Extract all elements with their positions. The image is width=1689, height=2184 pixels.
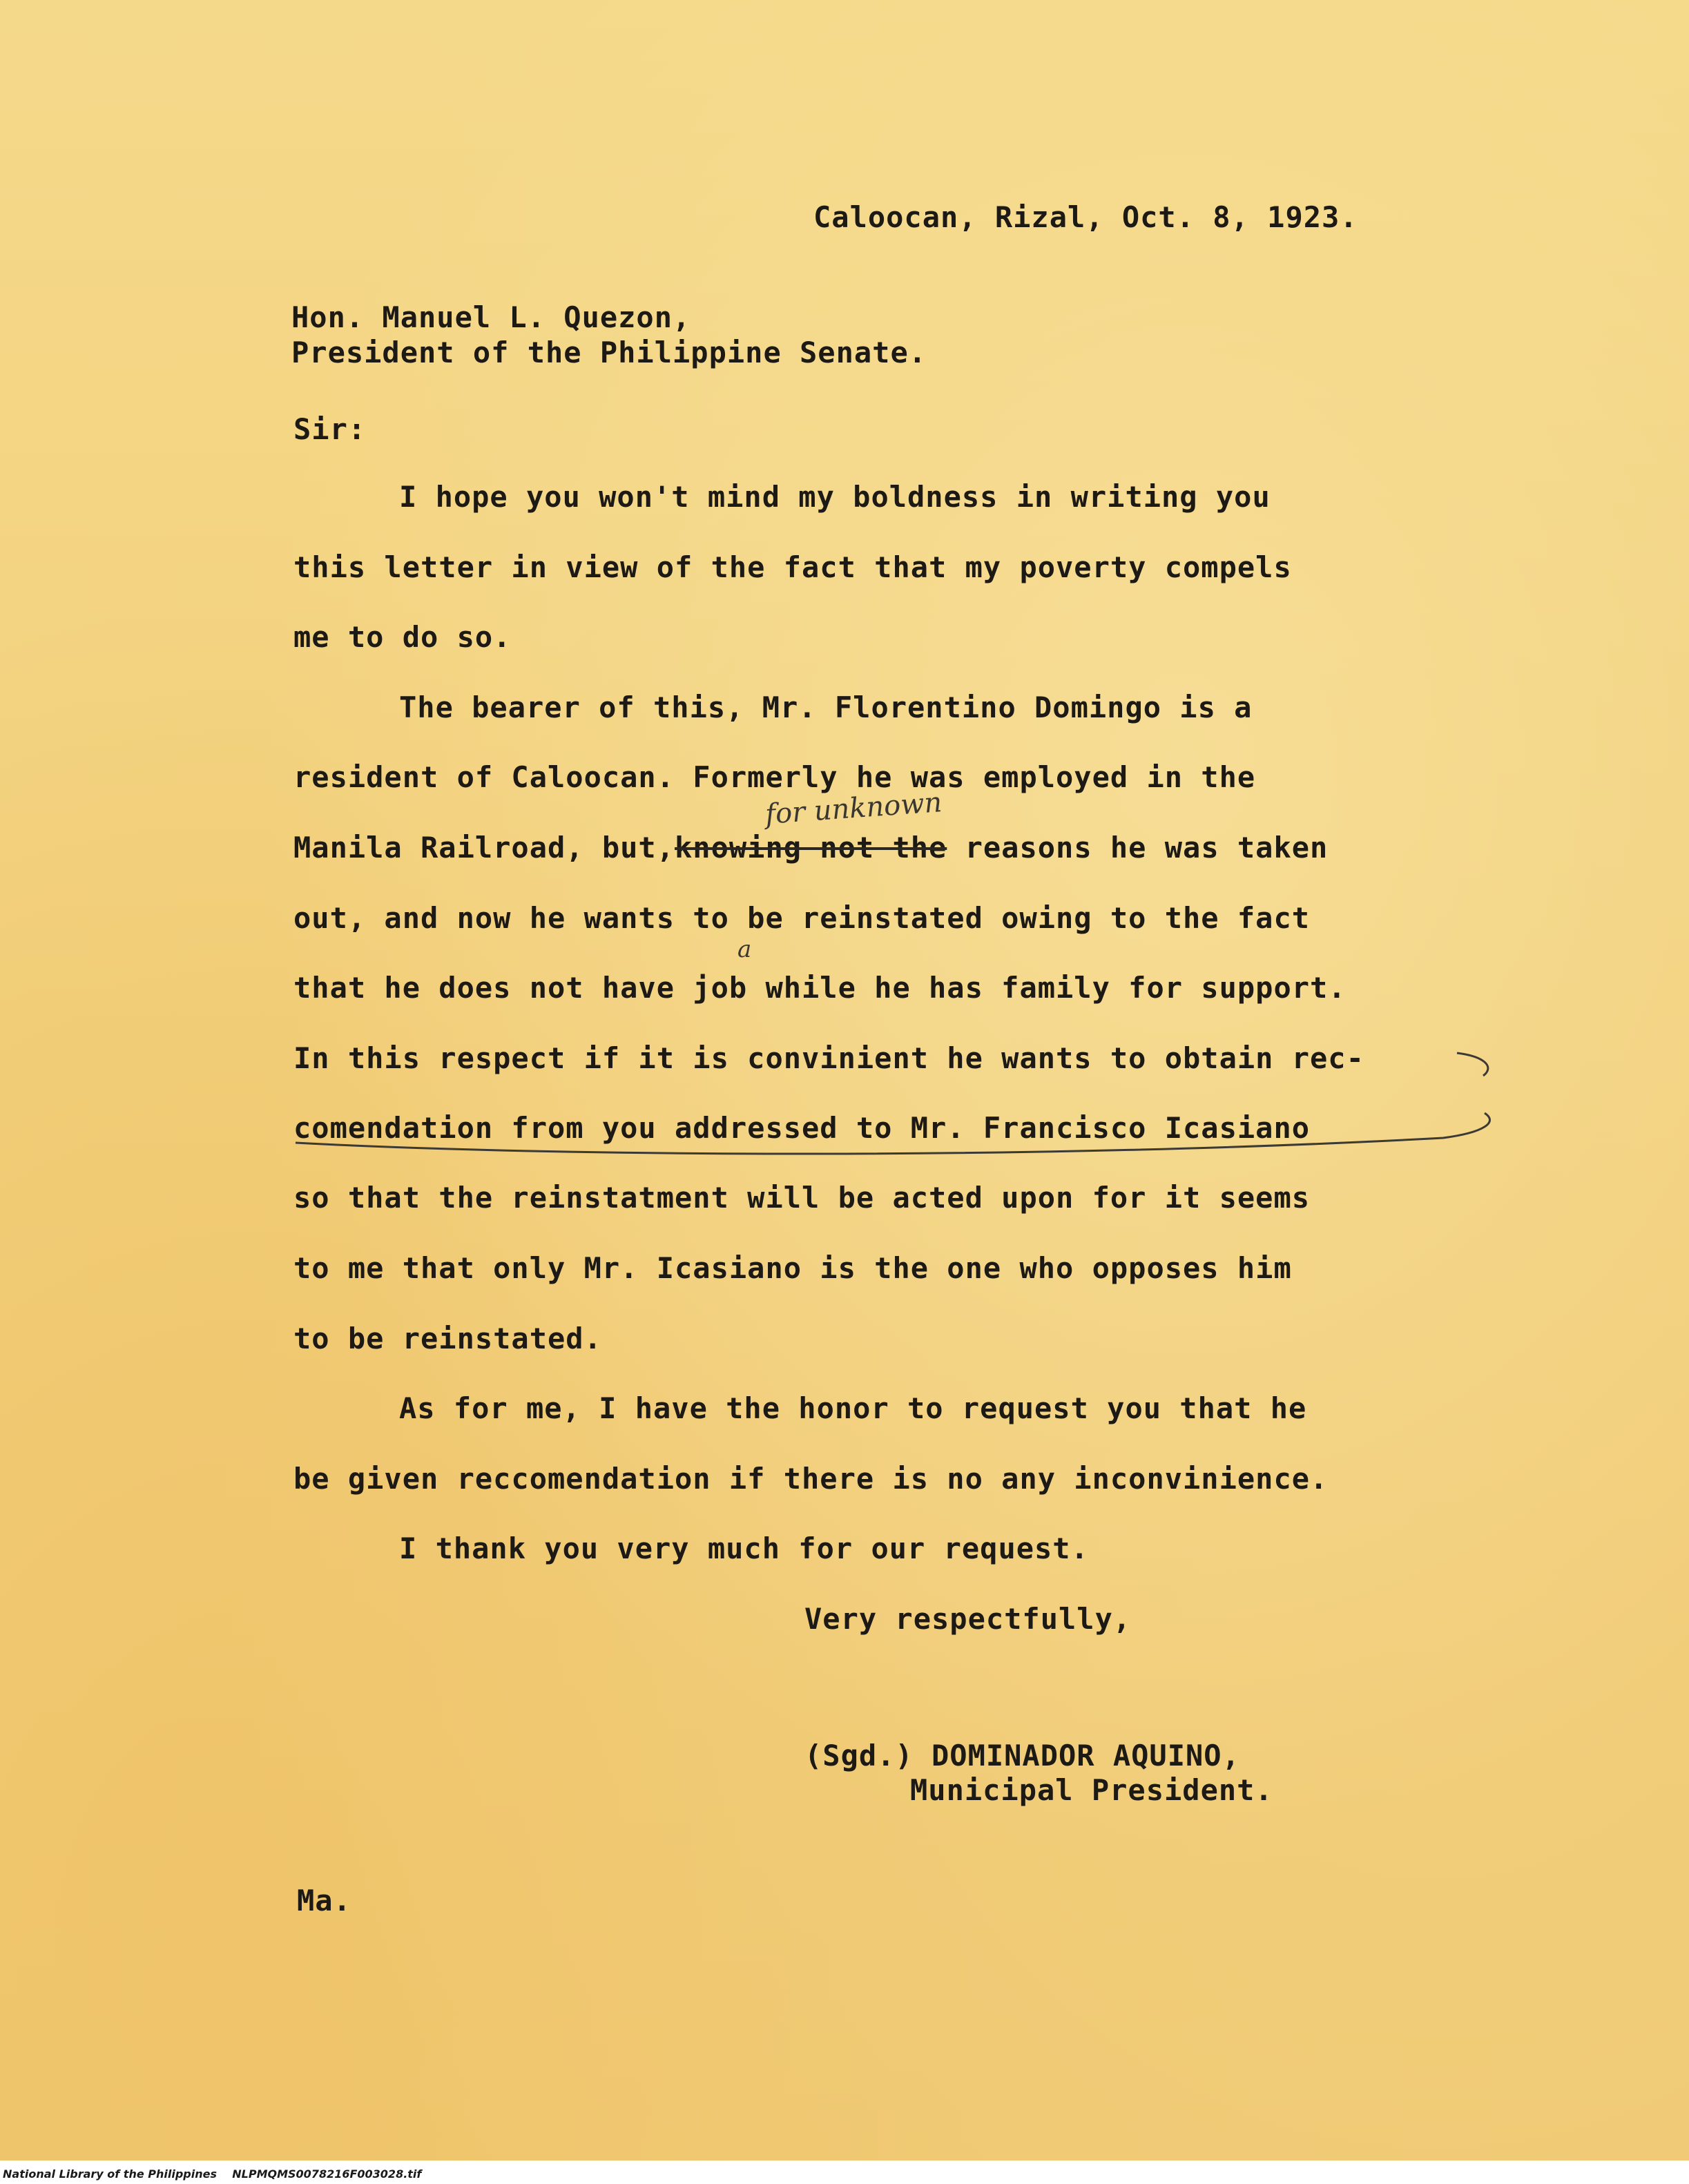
archive-footer-strip [0,2161,1689,2184]
body-line: this letter in view of the fact that my poverty compels [293,550,1292,584]
handwritten-correction: for unknown [764,786,943,831]
body-line: I hope you won't mind my boldness in writing you [399,480,1271,514]
salutation: Sir: [293,412,367,446]
body-line: out, and now he wants to be reinstated owing to the fact [293,901,1311,935]
closing: Very respectfully, [804,1602,1132,1636]
dateline: Caloocan, Rizal, Oct. 8, 1923. [813,200,1358,234]
body-line: In this respect if it is convinient he wants to obtain rec- [293,1041,1364,1075]
railroad-text-after: reasons he was taken [947,831,1329,864]
body-line: that he does not have job while he has family for support. [293,971,1347,1005]
body-line: resident of Caloocan. Formerly he was employed in the [293,760,1256,794]
struck-text: knowing not the [675,831,947,864]
body-line: be given reccomendation if there is no any inconvinience. [293,1462,1329,1496]
body-line: As for me, I have the honor to request you that he [399,1391,1307,1425]
archive-caption: National Library of the Philippines NLPMQMS0078216F003028.tif [3,2167,422,2181]
body-line: The bearer of this, Mr. Florentino Domingo is a [399,690,1253,724]
signature-name: (Sgd.) DOMINADOR AQUINO, [804,1739,1240,1772]
body-line: I thank you very much for our request. [399,1531,1089,1565]
typist-initials: Ma. [297,1884,351,1917]
body-line: to me that only Mr. Icasiano is the one who opposes him [293,1251,1292,1285]
signature-title: Municipal President. [910,1773,1273,1807]
body-line: so that the reinstatment will be acted upon for it seems [293,1181,1311,1215]
body-line: me to do so. [293,620,512,654]
body-line-railroad [293,831,1328,865]
railroad-text-before: Manila Railroad, but, [293,831,675,864]
body-line: to be reinstated. [293,1322,602,1355]
addressee-title: President of the Philippine Senate. [291,336,927,369]
addressee-name: Hon. Manuel L. Quezon, [291,300,691,334]
body-line-underlined: comendation from you addressed to Mr. Francisco Icasiano [293,1111,1311,1145]
handwritten-insertion: a [737,936,752,963]
